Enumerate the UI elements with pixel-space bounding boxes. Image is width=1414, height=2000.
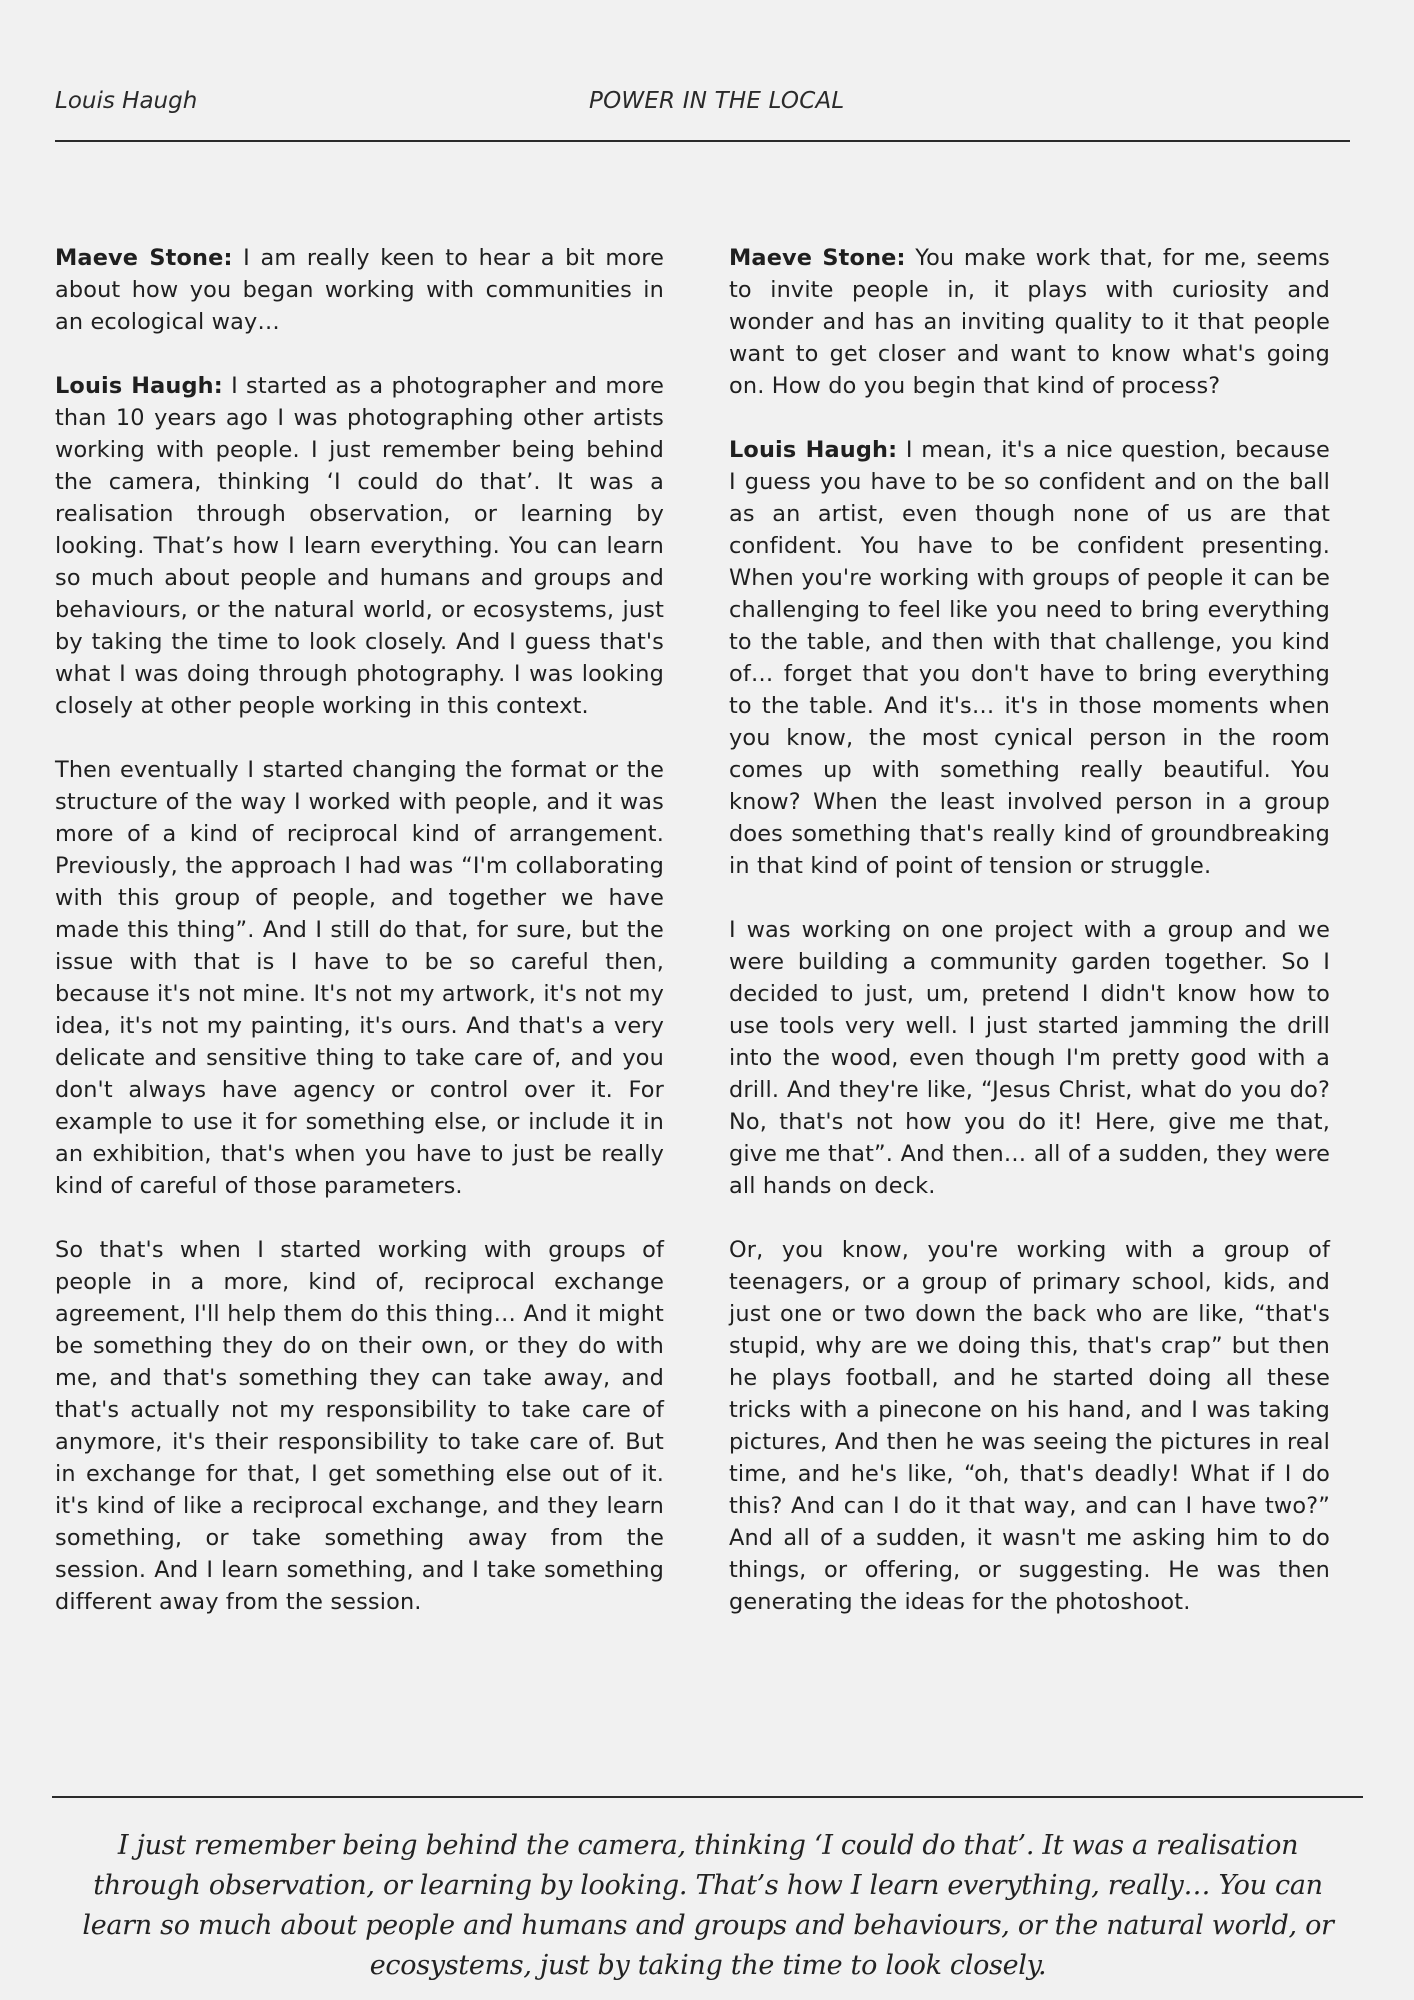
paragraph-text: I mean, it's a nice question, because I guess you have to be so confident and on the ball as an artist, even though none of us are that confident. You have to be confident presenting. When you're working with groups of people it can be challenging to feel like you need to bring everything to the table, and then with that challenge, you kind of… forget that you don't have to bring everything to the table. And it's… it's in those moments when you know, the most cynical person in the room comes up with something really beautiful. You know? When the least involved person in a group does something that's really kind of groundbreaking in that kind of point of tension or struggle. <box>729 437 1330 879</box>
paragraph <box>729 1234 1330 1618</box>
paragraph <box>729 434 1330 882</box>
paragraph <box>55 242 664 338</box>
paragraph-text: So that's when I started working with groups of people in a more, kind of, reciprocal exchange agreement, I'll help them do this thing… And it might be something they do on their own, or they do with me, and that's something they can take away, and that's actually not my responsibility to take care of anymore, it's their responsibility to take care of. But in exchange for that, I get something else out of it. it's kind of like a reciprocal exchange, and they learn something, or take something away from the session. And I learn something, and I take something different away from the session. <box>55 1237 664 1615</box>
paragraph-text: I am really keen to hear a bit more about how you began working with communities in an ecological way… <box>55 245 664 335</box>
paragraph <box>729 914 1330 1202</box>
paragraph <box>729 242 1330 402</box>
right-column <box>729 242 1330 1650</box>
left-column <box>55 242 664 1650</box>
paragraph <box>55 370 664 722</box>
header-author: Louis Haugh <box>55 88 198 114</box>
pullquote-divider <box>52 1796 1363 1798</box>
header-divider <box>55 140 1350 142</box>
paragraph-text: I was working on one project with a group and we were building a community garden together. So I decided to just, um, pretend I didn't know how to use tools very well. I just started jamming the drill into the wood, even though I'm pretty good with a drill. And they're like, “Jesus Christ, what do you do? No, that's not how you do it! Here, give me that, give me that”. And then… all of a sudden, they were all hands on deck. <box>729 917 1330 1199</box>
paragraph-text: Then eventually I started changing the format or the structure of the way I worked with people, and it was more of a kind of reciprocal kind of arrangement. Previously, the approach I had was “I'm collaborating with this group of people, and together we have made this thing”. And I still do that, for sure, but the issue with that is I have to be so careful then, because it's not mine. It's not my artwork, it's not my idea, it's not my painting, it's ours. And that's a very delicate and sensitive thing to take care of, and you don't always have agency or control over it. For example to use it for something else, or include it in an exhibition, that's when you have to just be really kind of careful of those parameters. <box>55 757 664 1199</box>
speaker-name: Maeve Stone: <box>55 245 233 271</box>
paragraph-text: You make work that, for me, seems to invite people in, it plays with curiosity and wonder and has an inviting quality to it that people want to get closer and want to know what's going on. How do you begin that kind of process? <box>729 245 1331 399</box>
paragraph-text: Or, you know, you're working with a group of teenagers, or a group of primary school, kids, and just one or two down the back who are like, “that's stupid, why are we doing this, that's crap” but then he plays football, and he started doing all these tricks with a pinecone on his hand, and I was taking pictures, And then he was seeing the pictures in real time, and he's like, “oh, that's deadly! What if I do this? And can I do it that way, and can I have two?” And all of a sudden, it wasn't me asking him to do things, or offering, or suggesting. He was then generating the ideas for the photoshoot. <box>729 1237 1330 1615</box>
paragraph <box>55 754 664 1202</box>
page-header <box>55 88 1350 118</box>
header-title: POWER IN THE LOCAL <box>589 88 845 114</box>
paragraph <box>55 1234 664 1618</box>
paragraph-text: I started as a photographer and more than 10 years ago I was photographing other artists working with people. I just remember being behind the camera, thinking ‘I could do that’. It was a realisation through observation, or learning by looking. That’s how I learn everything. You can learn so much about people and humans and groups and behaviours, or the natural world, or ecosystems, just by taking the time to look closely. And I guess that's what I was doing through photography. I was looking closely at other people working in this context. <box>55 373 664 719</box>
speaker-name: Louis Haugh: <box>729 437 898 463</box>
pull-quote: I just remember being behind the camera, thinking ‘I could do that’. It was a realisation through observation, or learning by looking. That’s how I learn everything, really… You can learn so much about people and humans and groups and behaviours, or the natural world, or ecosystems, just by taking the time to look closely. <box>82 1830 1334 1981</box>
speaker-name: Louis Haugh: <box>55 373 223 399</box>
speaker-name: Maeve Stone: <box>729 245 906 271</box>
